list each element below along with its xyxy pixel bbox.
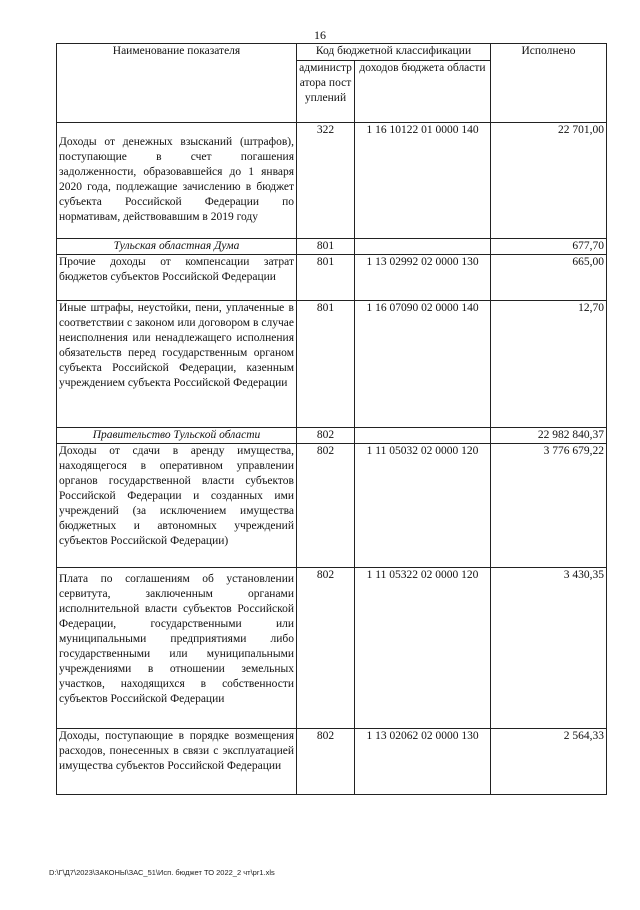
row-name-text: Плата по соглашениям об установлении сервитута, заключенным органами исполнительной власти субъектов Российской Федерации, государственными или муниципальными предприятиями либо государственными или муниципальными учреждениями в отношении земельных участков, находящихся в собственности субъектов Российской Федерации xyxy=(59,573,294,705)
row-admin: 802 xyxy=(297,729,355,795)
header-admin-text: администратора поступлений xyxy=(299,62,352,104)
header-name: Наименование показателя xyxy=(57,44,297,123)
org-empty-code xyxy=(355,239,491,255)
footer-file-path: D:\Г\Д7\2023\ЗАКОНЫ\ЗАС_51\Исп. бюджет ТО 2022_2 чт\pr1.xls xyxy=(49,868,275,877)
header-admin xyxy=(297,61,355,123)
row-name: Доходы от сдачи в аренду имущества, находящегося в оперативном управлении органов государственной власти субъектов Российской Федерации и созданных ими учреждений (за исключением имущества бюджетных и автономных учреждений субъектов Российской Федерации) xyxy=(57,444,297,568)
row-amount: 12,70 xyxy=(491,301,607,428)
table-row xyxy=(57,123,607,239)
org-amount: 22 982 840,37 xyxy=(491,428,607,444)
table-header-row xyxy=(57,44,607,61)
page-number: 16 xyxy=(314,28,326,42)
row-admin: 322 xyxy=(297,123,355,239)
org-row xyxy=(57,239,607,255)
table-row xyxy=(57,729,607,795)
row-code: 1 13 02062 02 0000 130 xyxy=(355,729,491,795)
org-empty-code xyxy=(355,428,491,444)
budget-table xyxy=(56,43,607,795)
row-admin: 802 xyxy=(297,568,355,729)
row-name-text: Доходы от денежных взысканий (штрафов), поступающие в счет погашения задолженности, образовавшейся до 1 января 2020 года, подлежащие зачислению в бюджет субъекта Российской Федерации по нормативам, действовавшим в 2019 году xyxy=(59,136,294,223)
header-income: доходов бюджета области xyxy=(355,61,491,123)
row-code: 1 11 05032 02 0000 120 xyxy=(355,444,491,568)
table-row xyxy=(57,568,607,729)
row-admin: 802 xyxy=(297,444,355,568)
org-amount: 677,70 xyxy=(491,239,607,255)
row-code: 1 16 10122 01 0000 140 xyxy=(355,123,491,239)
org-admin: 801 xyxy=(297,239,355,255)
row-code: 1 13 02992 02 0000 130 xyxy=(355,255,491,301)
header-code: Код бюджетной классификации xyxy=(297,44,491,61)
row-amount: 3 430,35 xyxy=(491,568,607,729)
row-code: 1 16 07090 02 0000 140 xyxy=(355,301,491,428)
org-admin: 802 xyxy=(297,428,355,444)
row-name xyxy=(57,123,297,239)
row-amount: 2 564,33 xyxy=(491,729,607,795)
row-name: Прочие доходы от компенсации затрат бюджетов субъектов Российской Федерации xyxy=(57,255,297,301)
table-row xyxy=(57,444,607,568)
row-admin: 801 xyxy=(297,255,355,301)
row-amount: 3 776 679,22 xyxy=(491,444,607,568)
org-name: Правительство Тульской области xyxy=(57,428,297,444)
table-row xyxy=(57,301,607,428)
org-name: Тульская областная Дума xyxy=(57,239,297,255)
row-amount: 22 701,00 xyxy=(491,123,607,239)
header-amount: Исполнено xyxy=(491,44,607,123)
row-name: Иные штрафы, неустойки, пени, уплаченные в соответствии с законом или договором в случае неисполнения или ненадлежащего исполнения обязательств перед государственным органом субъекта Российской Федерации, казенным учреждением субъекта Российской Федерации xyxy=(57,301,297,428)
row-name: Доходы, поступающие в порядке возмещения расходов, понесенных в связи с эксплуатацией имущества субъектов Российской Федерации xyxy=(57,729,297,795)
org-row xyxy=(57,428,607,444)
row-code: 1 11 05322 02 0000 120 xyxy=(355,568,491,729)
table-row xyxy=(57,255,607,301)
row-amount: 665,00 xyxy=(491,255,607,301)
row-name xyxy=(57,568,297,729)
row-admin: 801 xyxy=(297,301,355,428)
